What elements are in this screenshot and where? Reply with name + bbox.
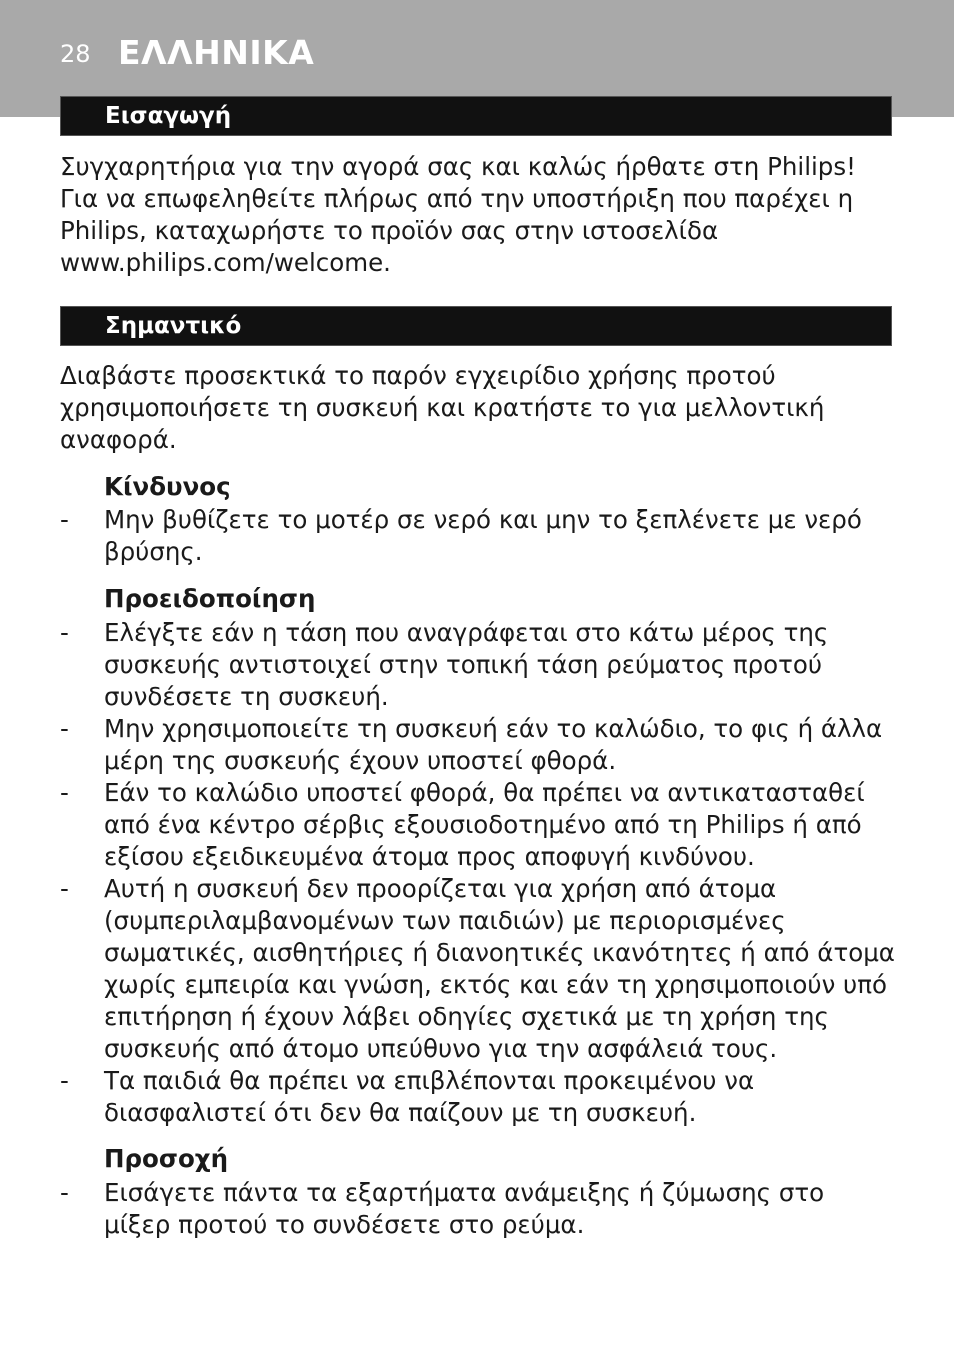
danger-item [60, 504, 898, 568]
bullet-dash: - [60, 714, 69, 743]
section-title-intro: Εισαγωγή [105, 103, 232, 129]
caution-item-text: Εισάγετε πάντα τα εξαρτήματα ανάμειξης ή ζύμωσης στο μίξερ προτού το συνδέσετε στο ρεύμα. [104, 1178, 825, 1239]
danger-item-text: Μην βυθίζετε το μοτέρ σε νερό και μην το ξεπλένετε με νερό βρύσης. [104, 505, 862, 566]
warning-heading: Προειδοποίηση [104, 584, 316, 613]
section-header-important [60, 306, 892, 346]
bullet-dash: - [60, 1178, 69, 1207]
bullet-dash: - [60, 778, 69, 807]
intro-paragraph: Συγχαρητήρια για την αγορά σας και καλώς ήρθατε στη Philips! Για να επωφεληθείτε πλήρως από την υποστήριξη που παρέχει η Philips, καταχωρήστε το προϊόν σας στην ιστοσελίδα www.philips.com/welcome. [60, 152, 856, 277]
warning-item-text: Αυτή η συσκευή δεν προορίζεται για χρήση από άτομα (συμπεριλαμβανομένων των παιδιών) με περιορισμένες σωματικές, αισθητήριες ή διανοητικές ικανότητες ή από άτομα χωρίς εμπειρία και γνώση, εκτός και εάν τη χρησιμοποιούν υπό επιτήρηση ή έχουν λάβει οδηγίες σχετικά με τη χρήση της συσκευής από άτομο υπεύθυνο για την ασφάλειά τους. [104, 874, 895, 1063]
danger-heading: Κίνδυνος [104, 472, 231, 501]
caution-heading: Προσοχή [104, 1144, 229, 1173]
warning-item [60, 713, 898, 777]
bullet-dash: - [60, 874, 69, 903]
page-number: 28 [60, 40, 91, 68]
warning-item-text: Τα παιδιά θα πρέπει να επιβλέπονται προκειμένου να διασφαλιστεί ότι δεν θα παίζουν με τη συσκευή. [104, 1066, 755, 1127]
language-title: ΕΛΛΗΝΙΚΑ [118, 33, 315, 72]
bullet-dash: - [60, 1066, 69, 1095]
warning-item [60, 777, 898, 873]
warning-item-text: Μην χρησιμοποιείτε τη συσκευή εάν το καλώδιο, το φις ή άλλα μέρη της συσκευής έχουν υποστεί φθορά. [104, 714, 883, 775]
warning-item [60, 873, 898, 1065]
bullet-dash: - [60, 505, 69, 534]
caution-item [60, 1177, 898, 1241]
section-title-important: Σημαντικό [105, 313, 242, 339]
warning-item [60, 1065, 898, 1129]
warning-item-text: Εάν το καλώδιο υποστεί φθορά, θα πρέπει να αντικατασταθεί από ένα κέντρο σέρβις εξουσιοδοτημένο από τη Philips ή από εξίσου εξειδικευμένα άτομα προς αποφυγή κινδύνου. [104, 778, 865, 871]
warning-item [60, 617, 898, 713]
warning-item-text: Ελέγξτε εάν η τάση που αναγράφεται στο κάτω μέρος της συσκευής αντιστοιχεί στην τοπική τάση ρεύματος προτού συνδέσετε τη συσκευή. [104, 618, 829, 711]
bullet-dash: - [60, 618, 69, 647]
important-paragraph: Διαβάστε προσεκτικά το παρόν εγχειρίδιο χρήσης προτού χρησιμοποιήσετε τη συσκευή και κρατήστε το για μελλοντική αναφορά. [60, 361, 825, 454]
section-header-intro [60, 96, 892, 136]
